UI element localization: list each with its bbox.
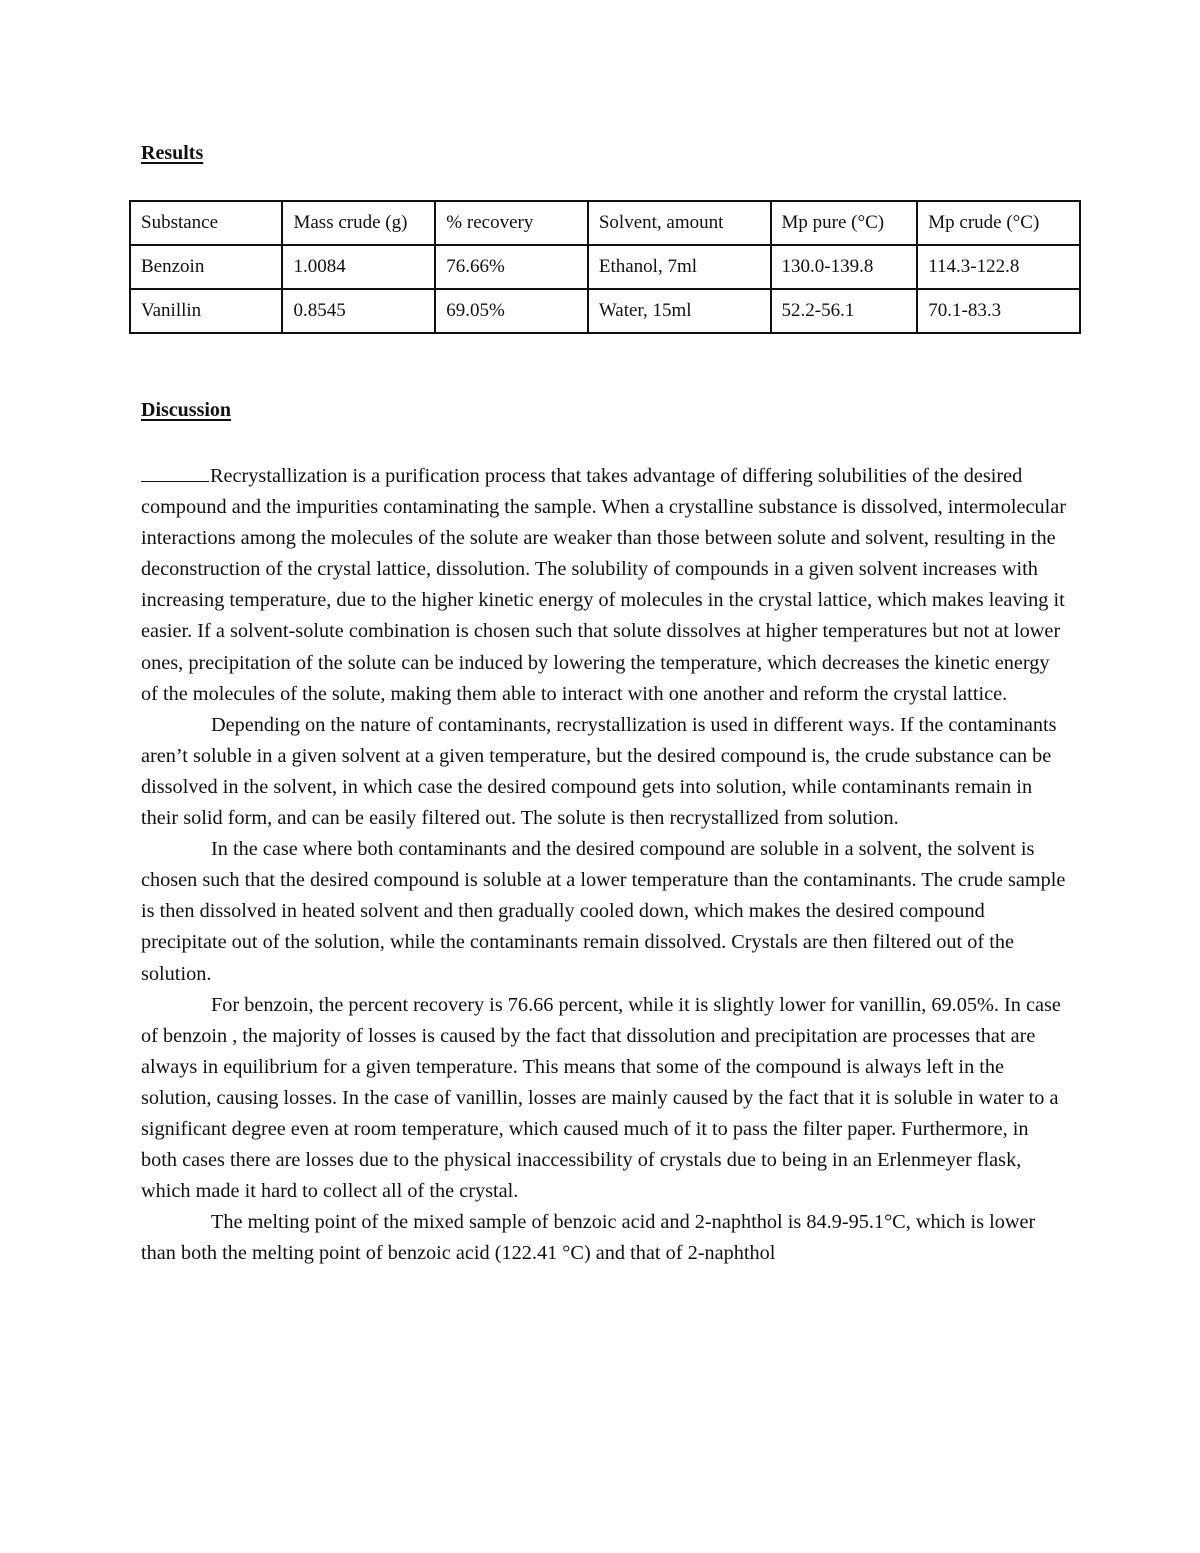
discussion-paragraph: Depending on the nature of contaminants, recrystallization is used in different ways. If the contaminants aren’t soluble in a given solvent at a given temperature, but the desired compound is, the crude substance can be dissolved in the solvent, in which case the desired compound gets into solution, while contaminants remain in their solid form, and can be easily filtered out. The solute is then recrystallized from solution. xyxy=(141,713,1057,830)
header-solvent-amount: Solvent, amount xyxy=(588,201,771,245)
header-mp-crude: Mp crude (°C) xyxy=(917,201,1080,245)
table-row xyxy=(130,245,1080,289)
cell-mp-crude: 114.3-122.8 xyxy=(917,245,1080,289)
discussion-heading: Discussion xyxy=(141,399,232,421)
cell-mp-crude: 70.1-83.3 xyxy=(917,289,1080,333)
results-table xyxy=(129,200,1081,334)
header-mp-pure: Mp pure (°C) xyxy=(771,201,918,245)
results-heading: Results xyxy=(141,142,204,164)
discussion-body xyxy=(141,459,1066,1269)
cell-mp-pure: 52.2-56.1 xyxy=(771,289,918,333)
header-substance: Substance xyxy=(130,201,282,245)
paragraph-text: Recrystallization is a purification process that takes advantage of differing solubilities of the desired compound and the impurities contaminating the sample. When a crystalline substance is dissolved, intermolecular interactions among the molecules of the solute are weaker than those between solute and solvent, resulting in the deconstruction of the crystal lattice, dissolution. The solubility of compounds in a given solvent increases with increasing temperature, due to the higher kinetic energy of molecules in the crystal lattice, which makes leaving it easier. If a solvent-solute combination is chosen such that solute dissolves at higher temperatures but not at lower ones, precipitation of the solute can be induced by lowering the temperature, which decreases the kinetic energy of the molecules of the solute, making them able to interact with one another and reform the crystal lattice. xyxy=(141,465,1067,705)
cell-mass-crude: 1.0084 xyxy=(282,245,435,289)
cell-substance: Benzoin xyxy=(130,245,282,289)
cell-solvent-amount: Ethanol, 7ml xyxy=(588,245,771,289)
discussion-paragraph: In the case where both contaminants and the desired compound are soluble in a solvent, the solvent is chosen such that the desired compound is soluble at a lower temperature than the contaminants. The crude sample is then dissolved in heated solvent and then gradually cooled down, which makes the desired compound precipitate out of the solution, while the contaminants remain dissolved. Crystals are then filtered out of the solution. xyxy=(141,838,1066,985)
indent-underline xyxy=(141,459,209,482)
discussion-paragraph: For benzoin, the percent recovery is 76.66 percent, while it is slightly lower for vanillin, 69.05%. In case of benzoin , the majority of losses is caused by the fact that dissolution and precipitation are processes that are always in equilibrium for a given temperature. This means that some of the compound is always left in the solution, causing losses. In the case of vanillin, losses are mainly caused by the fact that it is soluble in water to a significant degree even at room temperature, which caused much of it to pass the filter paper. Furthermore, in both cases there are losses due to the physical inaccessibility of crystals due to being in an Erlenmeyer flask, which made it hard to collect all of the crystal. xyxy=(141,993,1061,1203)
discussion-paragraph: The melting point of the mixed sample of benzoic acid and 2-naphthol is 84.9-95.1°C, which is lower than both the melting point of benzoic acid (122.41 °C) and that of 2-naphthol xyxy=(141,1211,1036,1265)
cell-mass-crude: 0.8545 xyxy=(282,289,435,333)
table-row xyxy=(130,289,1080,333)
cell-substance: Vanillin xyxy=(130,289,282,333)
cell-recovery: 69.05% xyxy=(435,289,588,333)
discussion-paragraph xyxy=(141,459,1066,710)
header-recovery: % recovery xyxy=(435,201,588,245)
table-header-row xyxy=(130,201,1080,245)
cell-recovery: 76.66% xyxy=(435,245,588,289)
cell-solvent-amount: Water, 15ml xyxy=(588,289,771,333)
header-mass-crude: Mass crude (g) xyxy=(282,201,435,245)
cell-mp-pure: 130.0-139.8 xyxy=(771,245,918,289)
